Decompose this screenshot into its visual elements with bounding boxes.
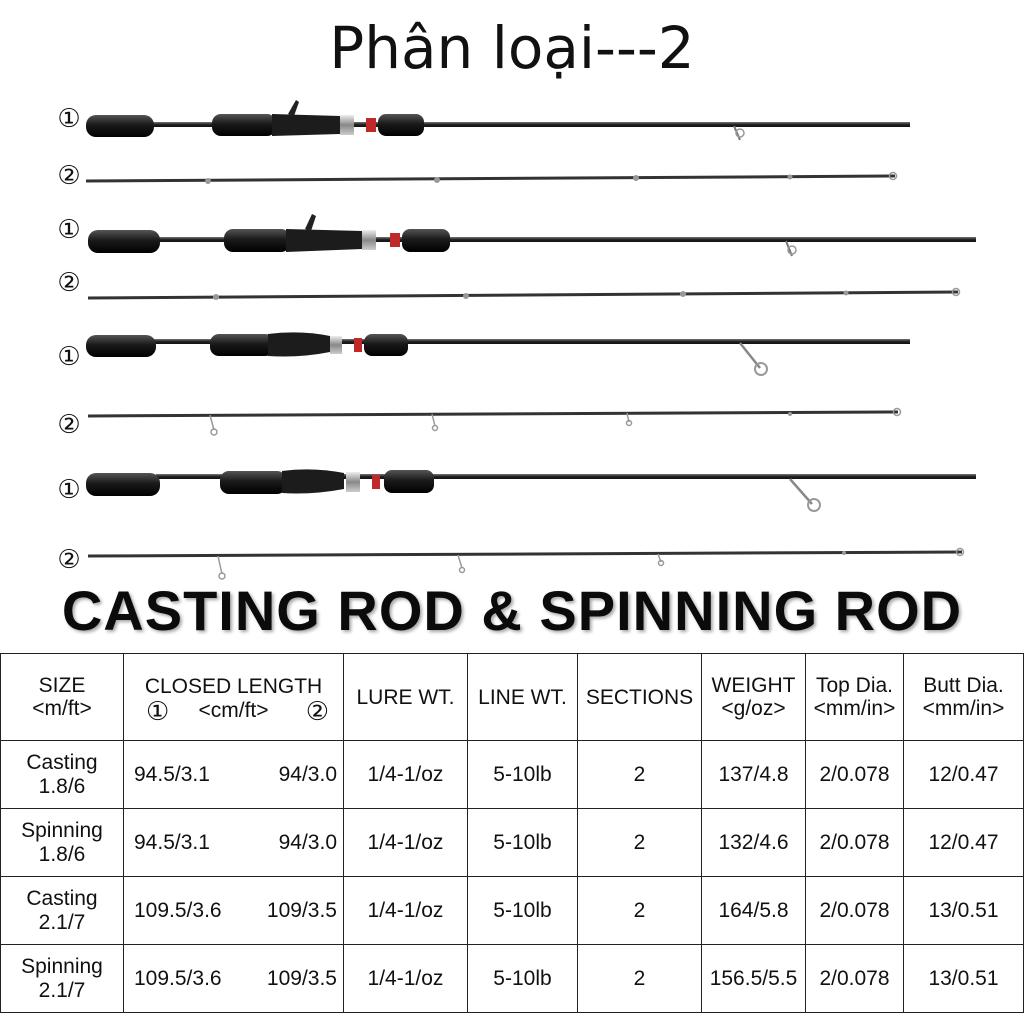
- closed-length-1: 109.5/3.6: [134, 966, 222, 990]
- rod-marker-7: ①: [57, 475, 81, 505]
- header-sections: SECTIONS: [578, 654, 702, 741]
- header-closed-length-unit: <cm/ft>: [198, 699, 269, 722]
- cell-sections: 2: [578, 877, 702, 945]
- header-butt-dia-label: Butt Dia.: [923, 674, 1004, 697]
- cell-size: [1, 741, 124, 809]
- closed-length-1: 94.5/3.1: [134, 830, 210, 854]
- cell-butt-dia: 12/0.47: [904, 741, 1024, 809]
- header-top-dia-unit: <mm/in>: [813, 697, 896, 720]
- header-line-wt: LINE WT.: [468, 654, 578, 741]
- table-row: [1, 809, 1024, 877]
- table-row: [1, 877, 1024, 945]
- header-butt-dia: [904, 654, 1024, 741]
- spinning-rod-tip-section-2: [88, 549, 964, 580]
- rod-type: Spinning: [21, 818, 103, 842]
- cell-butt-dia: 13/0.51: [904, 877, 1024, 945]
- cell-butt-dia: 12/0.47: [904, 809, 1024, 877]
- cell-lure-wt: 1/4-1/oz: [344, 809, 468, 877]
- header-closed-length: [124, 654, 344, 741]
- cell-top-dia: 2/0.078: [806, 945, 904, 1013]
- table-header-row: [1, 654, 1024, 741]
- header-size: [1, 654, 124, 741]
- rod-marker-5: ①: [57, 342, 81, 372]
- closed-length-1: 109.5/3.6: [134, 898, 222, 922]
- rod-size: 1.8/6: [38, 842, 86, 866]
- header-closed-length-label: CLOSED LENGTH: [144, 675, 323, 698]
- rod-type: Casting: [26, 886, 98, 910]
- cell-weight: 137/4.8: [702, 741, 806, 809]
- header-size-unit: <m/ft>: [32, 697, 92, 720]
- cell-weight: 156.5/5.5: [702, 945, 806, 1013]
- rod-size: 1.8/6: [38, 774, 86, 798]
- cell-size: [1, 809, 124, 877]
- cell-butt-dia: 13/0.51: [904, 945, 1024, 1013]
- spec-table: [0, 653, 1024, 1013]
- rod-marker-1: ①: [57, 104, 81, 134]
- casting-rod-tip-section-2: [88, 289, 960, 301]
- header-weight-unit: <g/oz>: [721, 697, 786, 720]
- closed-length-2: 94/3.0: [278, 762, 337, 786]
- cell-top-dia: 2/0.078: [806, 809, 904, 877]
- spinning-rod-butt-section-1: [86, 332, 910, 375]
- rod-marker-4: ②: [57, 268, 81, 298]
- cell-closed-length: [124, 741, 344, 809]
- spinning-rod-butt-section-2: [86, 469, 976, 511]
- header-marker-2: ②: [305, 697, 329, 727]
- casting-rod-butt-section-1: [86, 100, 910, 140]
- rod-marker-3: ①: [57, 215, 81, 245]
- rod-type: Casting: [26, 750, 98, 774]
- rod-size: 2.1/7: [38, 978, 86, 1002]
- cell-weight: 164/5.8: [702, 877, 806, 945]
- cell-line-wt: 5-10lb: [468, 809, 578, 877]
- table-row: [1, 945, 1024, 1013]
- cell-line-wt: 5-10lb: [468, 741, 578, 809]
- cell-lure-wt: 1/4-1/oz: [344, 741, 468, 809]
- table-row: [1, 741, 1024, 809]
- cell-top-dia: 2/0.078: [806, 741, 904, 809]
- header-lure-wt: LURE WT.: [344, 654, 468, 741]
- rod-type: Spinning: [21, 954, 103, 978]
- product-headline: CASTING ROD & SPINNING ROD: [61, 579, 963, 642]
- cell-top-dia: 2/0.078: [806, 877, 904, 945]
- cell-sections: 2: [578, 741, 702, 809]
- cell-weight: 132/4.6: [702, 809, 806, 877]
- cell-lure-wt: 1/4-1/oz: [344, 877, 468, 945]
- spinning-rod-tip-section-1: [88, 409, 901, 436]
- cell-closed-length: [124, 945, 344, 1013]
- cell-size: [1, 877, 124, 945]
- cell-sections: 2: [578, 809, 702, 877]
- closed-length-2: 109/3.5: [266, 966, 337, 990]
- cell-sections: 2: [578, 945, 702, 1013]
- page-title: Phân loại---2: [329, 14, 695, 82]
- casting-rod-tip-section-1: [86, 173, 897, 185]
- cell-lure-wt: 1/4-1/oz: [344, 945, 468, 1013]
- fishing-rods-illustration: [0, 90, 1024, 580]
- closed-length-2: 94/3.0: [278, 830, 337, 854]
- casting-rod-butt-section-2: [88, 214, 976, 256]
- header-weight: [702, 654, 806, 741]
- header-size-label: SIZE: [38, 674, 86, 697]
- cell-size: [1, 945, 124, 1013]
- cell-line-wt: 5-10lb: [468, 945, 578, 1013]
- header-weight-label: WEIGHT: [711, 674, 796, 697]
- rod-marker-8: ②: [57, 545, 81, 575]
- cell-line-wt: 5-10lb: [468, 877, 578, 945]
- rod-marker-6: ②: [57, 410, 81, 440]
- closed-length-2: 109/3.5: [266, 898, 337, 922]
- cell-closed-length: [124, 877, 344, 945]
- cell-closed-length: [124, 809, 344, 877]
- header-top-dia: [806, 654, 904, 741]
- rod-size: 2.1/7: [38, 910, 86, 934]
- header-butt-dia-unit: <mm/in>: [922, 697, 1005, 720]
- closed-length-1: 94.5/3.1: [134, 762, 210, 786]
- rod-marker-2: ②: [57, 161, 81, 191]
- header-marker-1: ①: [146, 697, 170, 727]
- header-top-dia-label: Top Dia.: [815, 674, 894, 697]
